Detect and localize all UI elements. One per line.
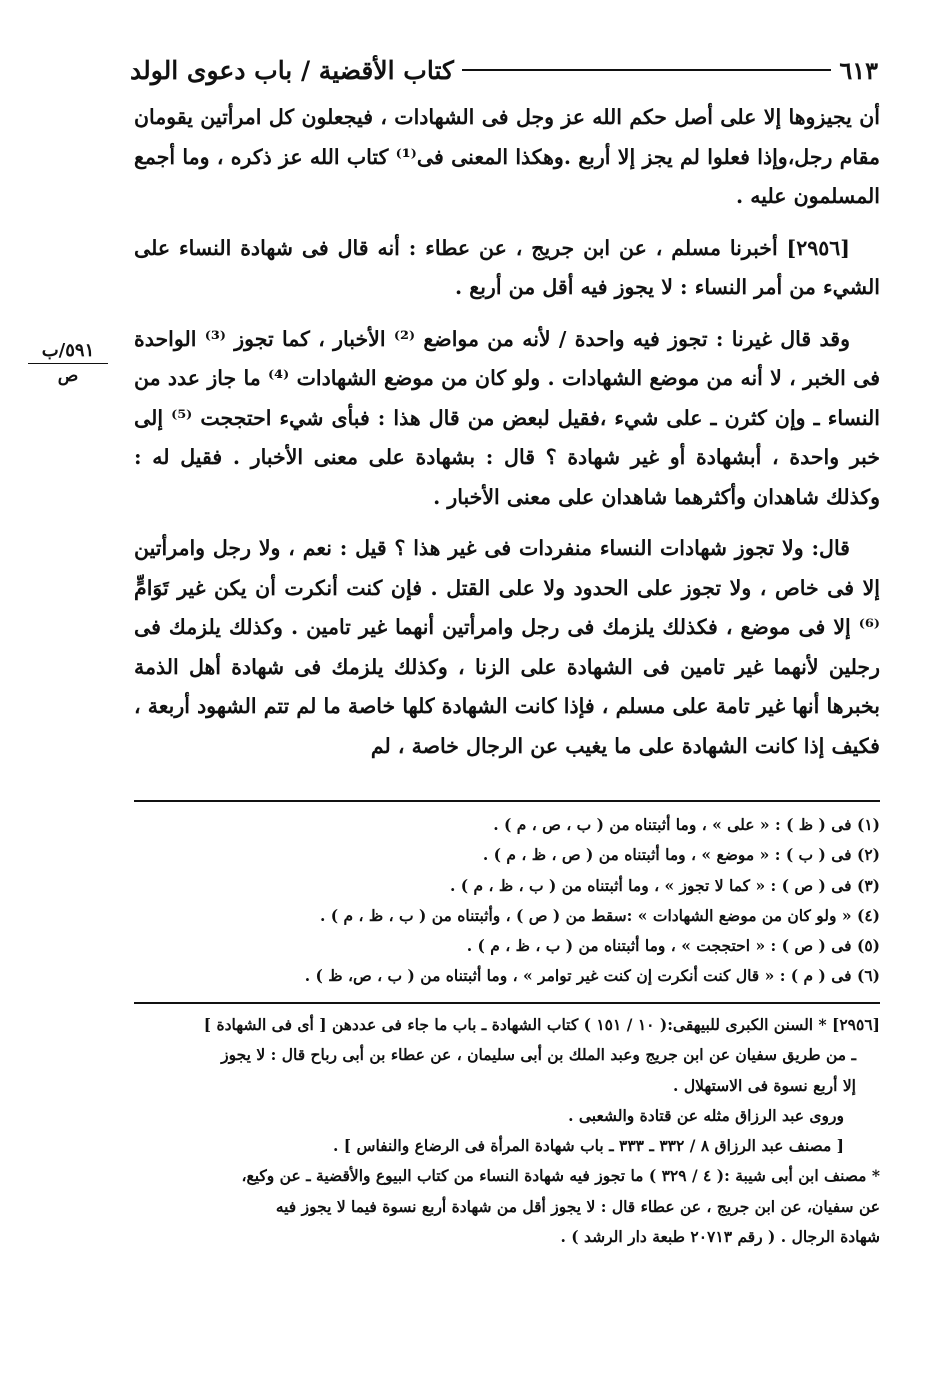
paragraph-3: وقد قال غيرنا : تجوز فيه واحدة / لأنه من مواضع ⁽²⁾ الأخبار ، كما تجوز ⁽³⁾ الواحدة فى الخبر ، لا أنه من موضع الشهادات . ولو كان من موضع الشهادات ⁽⁴⁾ ما جاز عدد من النساء ـ وإن كثرن ـ على شيء ،فقيل لبعض من قال هذا : فبأى شيء احتججت ⁽⁵⁾ إلى خبر واحدة ، أبشهادة أو غير شهادة ؟ قال : بشهادة على معنى الأخبار . فقيل له : وكذلك شاهدان وأكثرهما شاهدان على معنى الأخبار . xyxy=(134,326,881,509)
footnote-2: (٢) فى ( ب ) : « موضع » ، وما أثبتناه من ( ص ، ظ ، م ) . xyxy=(482,845,880,865)
main-text xyxy=(134,98,880,766)
footnote-separator xyxy=(134,800,880,802)
footnote-1: (١) فى ( ظ ) : « على » ، وما أثبتناه من ( ب ، ص ، م ) . xyxy=(493,815,880,834)
footnote-6: (٦) فى ( م ) : « قال كنت أنكرت إن كنت غير توامر » ، وما أثبتناه من ( ب ، ص، ظ ) . xyxy=(304,966,880,986)
takhrij-sources xyxy=(134,1010,880,1252)
source-line-5: [ مصنف عبد الرزاق ٨ / ٣٣٢ ـ ٣٣٣ ـ باب شهادة المرأة فى الرضاع والنفاس ] . xyxy=(333,1136,844,1156)
page-number: ٦١٣ xyxy=(839,55,878,85)
paragraph-1: أن يجيزوها إلا على أصل حكم الله عز وجل فى الشهادات ، فيجعلون كل امرأتين يقومان مقام رجل،وإذا فعلوا لم يجز إلا أربع .وهكذا المعنى فى⁽¹⁾ كتاب الله عز ذكره ، وما أجمع المسلمون عليه . xyxy=(134,105,880,208)
source-line-3: إلا أربع نسوة فى الاستهلال . xyxy=(673,1075,856,1095)
chapter-title: كتاب الأقضية / باب دعوى الولد xyxy=(130,55,454,85)
source-line-7: عن سفيان، عن ابن جريج ، عن عطاء قال : لا يجوز أقل من شهادة أربع نسوة فيما لا يجوز فيه xyxy=(275,1196,880,1216)
paragraph-4: قال: ولا تجوز شهادات النساء منفردات فى غير هذا ؟ قيل : نعم ، ولا رجل وامرأتين إلا فى خاص ، ولا تجوز على الحدود ولا على القتل . فإن كنت أنكرت أن يكن غير تَوَامٍّ ⁽⁶⁾ إلا فى موضع ، فكذلك يلزمك فى رجل وامرأتين أنهما غير تامين . وكذلك يلزمك فى رجلين لأنهما غير تامين فى الشهادة على الزنا ، وكذلك يلزمك فى شهادة أهل الذمة بخبرها أنها غير تامة على مسلم ، فإذا كانت الشهادة كلها خاصة ما لم تتم الشهود أربعة ، فكيف إذا كانت الشهادة على ما يغيب عن الرجال خاصة ، لم xyxy=(134,536,880,758)
source-line-6: * مصنف ابن أبى شيبة :( ٤ / ٣٢٩ ) ما تجوز فيه شهادة النساء من كتاب البيوع والأقضية ـ عن وكيع، xyxy=(241,1166,880,1186)
running-header xyxy=(130,48,878,92)
footnotes xyxy=(134,810,880,992)
margin-note-siglum: ص xyxy=(57,366,79,386)
footnote-5: (٥) فى ( ص ) : « احتججت » ، وما أثبتناه من ( ب ، ظ ، م ) . xyxy=(466,936,880,956)
header-rule xyxy=(462,69,831,71)
paragraph-2-text: أخبرنا مسلم ، عن ابن جريج ، عن عطاء : أنه قال فى شهادة النساء على الشيء من أمر النساء : لا يجوز فيه أقل من أربع . xyxy=(134,235,880,299)
source-line-2: ـ من طريق سفيان عن ابن جريج وعبد الملك بن أبى سليمان ، عن عطاء بن أبى رباح قال : لا يجوز xyxy=(221,1045,856,1065)
source-line-8: شهادة الرجال . ( رقم ٢٠٧١٣ طبعة دار الرشد ) . xyxy=(560,1227,880,1247)
paragraph-2 xyxy=(134,229,880,308)
source-line-1: [٢٩٥٦] * السنن الكبرى للبيهقى:( ١٠ / ١٥١ ) كتاب الشهادة ـ باب ما جاء فى عددهن [ أى فى الشهادة ] xyxy=(203,1015,880,1034)
footnote-3: (٣) فى ( ص ) : « كما لا تجوز » ، وما أثبتناه من ( ب ، ظ ، م ) . xyxy=(450,875,880,895)
hadith-number: [٢٩٥٦] xyxy=(786,235,850,260)
margin-note-folio: ٥٩١/ب xyxy=(28,340,108,364)
sources-separator xyxy=(134,1002,880,1004)
source-line-4: وروى عبد الرزاق مثله عن قتادة والشعبى . xyxy=(568,1105,844,1125)
footnote-4: (٤) « ولو كان من موضع الشهادات » :سقط من ( ص ) ، وأثبتناه من ( ب ، ظ ، م ) . xyxy=(320,905,880,925)
manuscript-margin-note xyxy=(28,340,108,386)
